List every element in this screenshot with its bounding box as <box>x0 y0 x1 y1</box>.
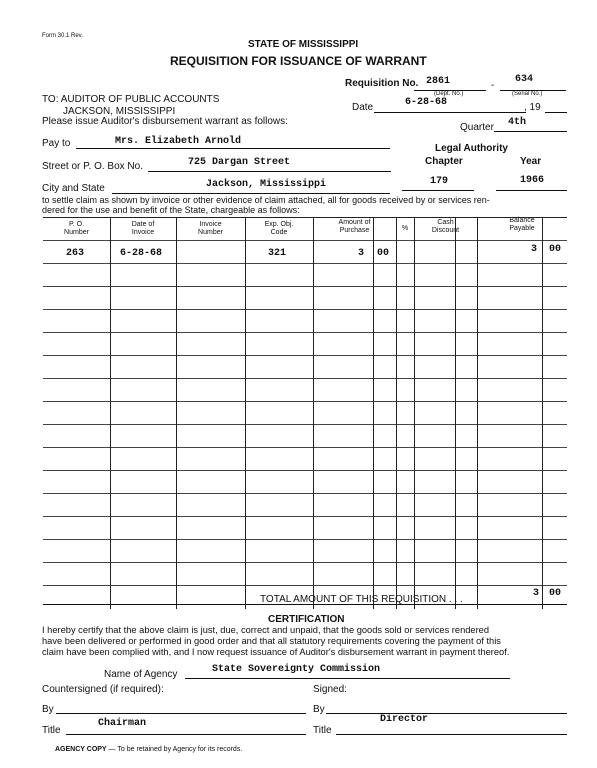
year-label: Year <box>520 156 542 167</box>
col-balance: Balance Payable <box>509 217 535 232</box>
street-value: 725 Dargan Street <box>188 157 291 168</box>
total-amount: 3 <box>533 588 540 599</box>
street-label: Street or P. O. Box No. <box>42 161 143 172</box>
to-city: JACKSON, MISSISSIPPI <box>63 106 176 117</box>
please-issue: Please issue Auditor's disbursement warrant as follows: <box>42 116 288 127</box>
row1-balance-cents: 00 <box>549 244 562 255</box>
chapter-value: 179 <box>430 176 449 187</box>
certification-line-3: claim have been complied with, and I now request issuance of Auditor's disbursement warrant in payment thereof. <box>42 647 510 657</box>
dept-number: 2861 <box>426 76 451 87</box>
by-right-label: By <box>313 704 325 715</box>
title-left-value: Chairman <box>98 718 147 729</box>
quarter-label: Quarter <box>460 122 494 133</box>
col-percent: % <box>401 225 409 232</box>
date-year: , 19 <box>524 102 541 113</box>
date-value: 6-28-68 <box>405 97 448 108</box>
row1-date: 6-28-68 <box>120 248 163 259</box>
settle-text-1: to settle claim as shown by invoice or other evidence of claim attached, all for goods received by or services ren- <box>42 195 490 205</box>
serial-number: 634 <box>515 74 534 85</box>
total-cents: 00 <box>549 588 562 599</box>
certification-line-2: have been delivered or performed in good order and that all statutory requirements covering the payment of this <box>42 636 501 646</box>
title-right-value: Director <box>380 714 429 725</box>
requisition-label: Requisition No. <box>345 78 419 89</box>
title-left-label: Title <box>42 725 61 736</box>
footer-note: AGENCY COPY — To be retained by Agency for its records. <box>55 746 243 753</box>
line-items-table <box>43 217 567 609</box>
row1-balance: 3 <box>531 244 538 255</box>
title-right-label: Title <box>313 725 332 736</box>
agency-value: State Sovereignty Commission <box>212 664 381 675</box>
col-invoice-date: Date of Invoice <box>131 221 155 236</box>
row1-amount-cents: 00 <box>377 248 390 259</box>
col-invoice-number: Invoice Number <box>198 221 223 236</box>
certification-heading: CERTIFICATION <box>268 614 345 625</box>
signed-label: Signed: <box>313 684 347 695</box>
city-value: Jackson, Mississippi <box>206 179 327 190</box>
chapter-label: Chapter <box>425 156 463 167</box>
page-title: REQUISITION FOR ISSUANCE OF WARRANT <box>170 54 427 68</box>
col-exp-code: Exp. Obj. Code <box>264 221 294 236</box>
row1-po: 263 <box>66 248 85 259</box>
certification-line-1: I hereby certify that the above claim is just, due, correct and unpaid, that the goods sold or services rendered <box>42 625 490 635</box>
legal-authority-label: Legal Authority <box>435 143 508 154</box>
state-heading: STATE OF MISSISSIPPI <box>248 39 359 50</box>
countersigned-label: Countersigned (if required): <box>42 684 164 695</box>
serial-caption: (Serial No.) <box>512 91 543 97</box>
form-number: Form 30.1 Rev. <box>42 33 83 39</box>
to-auditor: TO: AUDITOR OF PUBLIC ACCOUNTS <box>42 94 220 105</box>
row1-amount: 3 <box>358 248 365 259</box>
year-value: 1966 <box>520 175 545 186</box>
col-po: P. O. Number <box>64 221 89 236</box>
total-label: TOTAL AMOUNT OF THIS REQUISITION . . . <box>260 594 463 605</box>
col-cash-discount: Cash Discount <box>431 219 460 234</box>
pay-to-label: Pay to <box>42 138 71 149</box>
col-amount: Amount of Purchase <box>338 219 371 234</box>
settle-text-2: dered for the use and benefit of the State, chargeable as follows: <box>42 205 300 215</box>
pay-to-value: Mrs. Elizabeth Arnold <box>115 136 242 147</box>
requisition-dash: - <box>491 80 495 91</box>
dept-caption: (Dept. No.) <box>434 91 464 97</box>
row1-exp-code: 321 <box>268 248 287 259</box>
quarter-value: 4th <box>508 117 527 128</box>
agency-label: Name of Agency <box>104 669 178 680</box>
date-label: Date <box>352 102 374 113</box>
by-left-label: By <box>42 704 54 715</box>
city-label: City and State <box>42 183 105 194</box>
